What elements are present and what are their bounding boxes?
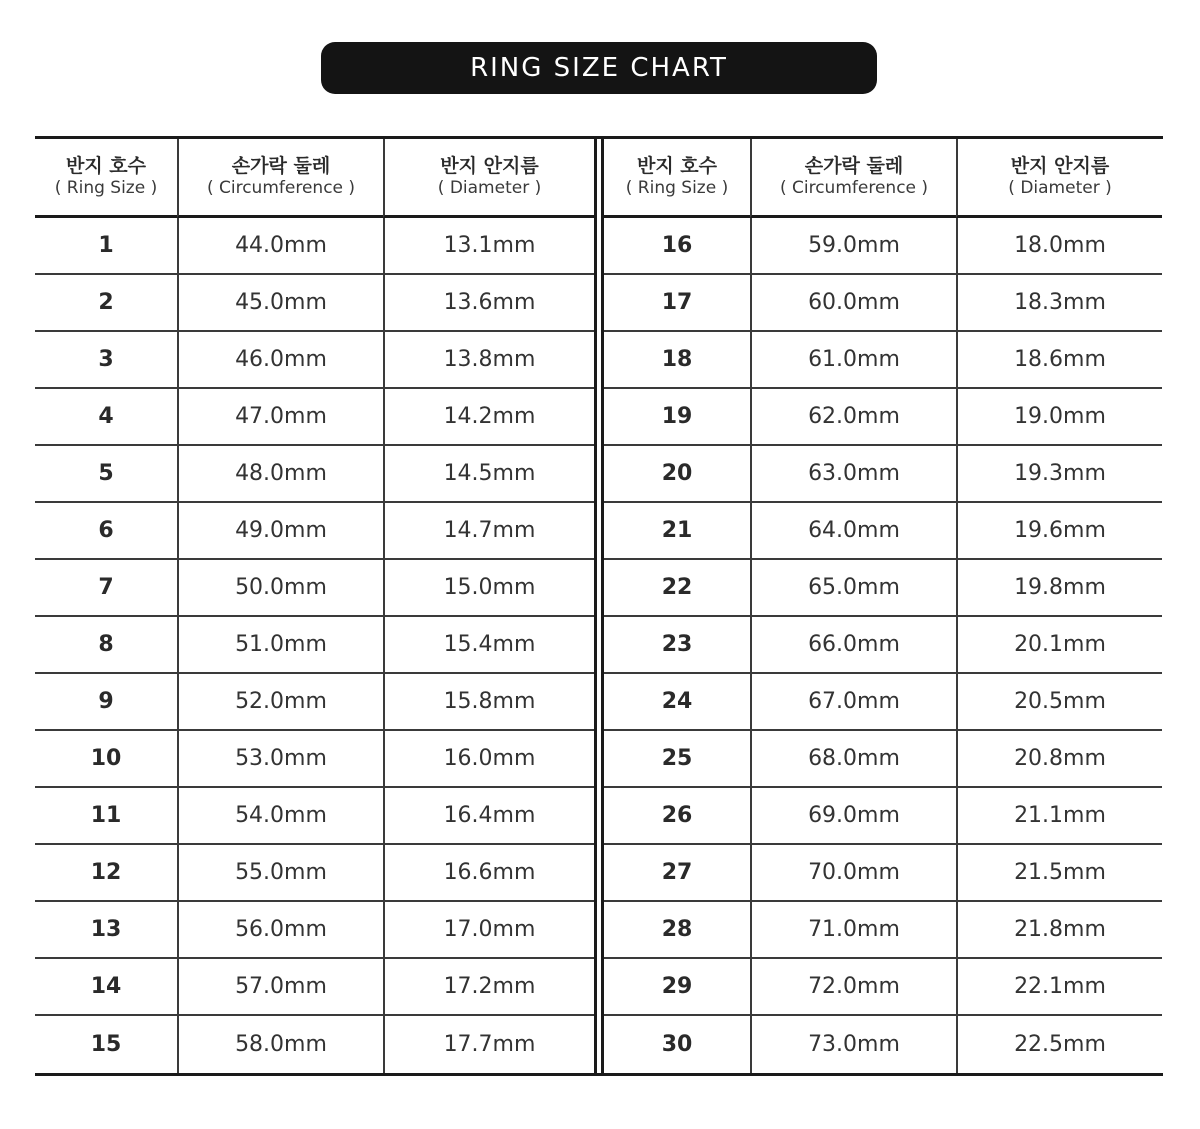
circumference-cell: 44.0mm (177, 218, 383, 275)
circumference-cell: 58.0mm (177, 1016, 383, 1073)
ring-size-cell: 11 (35, 788, 177, 845)
ring-size-cell: 29 (604, 959, 750, 1016)
ring-size-cell: 20 (604, 446, 750, 503)
header-circumference (177, 139, 383, 218)
circumference-cell: 52.0mm (177, 674, 383, 731)
ring-size-cell: 21 (604, 503, 750, 560)
header-circumference-english: ( Circumference ) (206, 178, 356, 199)
circumference-cell: 50.0mm (177, 560, 383, 617)
ring-size-cell: 18 (604, 332, 750, 389)
ring-size-cell: 15 (90, 1032, 122, 1057)
diameter-cell: 16.6mm (383, 845, 594, 902)
circumference-cell: 45.0mm (177, 275, 383, 332)
ring-size-table (35, 136, 1163, 1076)
diameter-cell: 17.0mm (383, 902, 594, 959)
circumference-cell: 56.0mm (177, 902, 383, 959)
circumference-cell: 66.0mm (750, 617, 956, 674)
chart-title: RING SIZE CHART (470, 53, 728, 83)
diameter-cell: 22.5mm (956, 1016, 1162, 1073)
diameter-cell: 21.1mm (956, 788, 1162, 845)
header-circumference (750, 139, 956, 218)
diameter-cell: 20.8mm (956, 731, 1162, 788)
circumference-cell: 46.0mm (177, 332, 383, 389)
ring-size-cell: 1 (35, 218, 177, 275)
table-double-divider (594, 139, 604, 1073)
diameter-cell: 13.1mm (383, 218, 594, 275)
ring-size-cell: 19 (604, 389, 750, 446)
circumference-cell: 69.0mm (750, 788, 956, 845)
table-right-half (604, 139, 1163, 1073)
ring-size-cell: 5 (35, 446, 177, 503)
ring-size-cell: 23 (604, 617, 750, 674)
diameter-cell: 18.0mm (956, 218, 1162, 275)
header-diameter-english: ( Diameter ) (1008, 178, 1112, 199)
ring-size-cell: 2 (35, 275, 177, 332)
ring-size-cell: 7 (35, 560, 177, 617)
chart-title-banner (321, 42, 877, 94)
ring-size-cell: 16 (604, 218, 750, 275)
diameter-cell: 19.3mm (956, 446, 1162, 503)
diameter-cell: 16.0mm (383, 731, 594, 788)
header-ring-size (604, 139, 750, 218)
diameter-cell: 18.6mm (956, 332, 1162, 389)
circumference-cell: 71.0mm (750, 902, 956, 959)
diameter-cell: 21.5mm (956, 845, 1162, 902)
circumference-cell: 62.0mm (750, 389, 956, 446)
diameter-cell: 14.7mm (383, 503, 594, 560)
header-diameter (956, 139, 1162, 218)
diameter-cell: 19.6mm (956, 503, 1162, 560)
circumference-cell: 60.0mm (750, 275, 956, 332)
header-circumference-korean: 손가락 둘레 (231, 155, 331, 178)
ring-size-cell: 30 (661, 1032, 693, 1057)
circumference-cell: 55.0mm (177, 845, 383, 902)
ring-size-cell: 13 (35, 902, 177, 959)
ring-size-cell: 24 (604, 674, 750, 731)
ring-size-cell: 22 (604, 560, 750, 617)
header-diameter-english: ( Diameter ) (437, 178, 542, 199)
header-diameter-korean: 반지 안지름 (440, 155, 539, 178)
ring-size-cell: 3 (35, 332, 177, 389)
ring-size-cell: 12 (35, 845, 177, 902)
circumference-cell: 64.0mm (750, 503, 956, 560)
ring-size-cell: 27 (604, 845, 750, 902)
header-circumference-korean: 손가락 둘레 (804, 155, 904, 178)
ring-size-cell: 14 (35, 959, 177, 1016)
diameter-cell: 14.5mm (383, 446, 594, 503)
ring-size-cell: 17 (604, 275, 750, 332)
diameter-cell: 20.1mm (956, 617, 1162, 674)
ring-size-cell: 26 (604, 788, 750, 845)
diameter-cell: 13.8mm (383, 332, 594, 389)
header-ring-size-english: ( Ring Size ) (625, 178, 729, 199)
ring-size-cell: 28 (604, 902, 750, 959)
circumference-cell: 65.0mm (750, 560, 956, 617)
ring-size-cell: 25 (604, 731, 750, 788)
header-circumference-english: ( Circumference ) (779, 178, 929, 199)
diameter-cell: 15.8mm (383, 674, 594, 731)
ring-size-cell: 4 (35, 389, 177, 446)
ring-size-cell: 10 (35, 731, 177, 788)
circumference-cell: 73.0mm (750, 1016, 956, 1073)
header-diameter (383, 139, 594, 218)
diameter-cell: 16.4mm (383, 788, 594, 845)
diameter-cell: 20.5mm (956, 674, 1162, 731)
diameter-cell: 15.4mm (383, 617, 594, 674)
header-ring-size (35, 139, 177, 218)
ring-size-cell: 9 (35, 674, 177, 731)
diameter-cell: 13.6mm (383, 275, 594, 332)
diameter-cell: 15.0mm (383, 560, 594, 617)
diameter-cell: 21.8mm (956, 902, 1162, 959)
circumference-cell: 63.0mm (750, 446, 956, 503)
diameter-cell: 17.7mm (383, 1016, 594, 1073)
ring-size-cell: 8 (35, 617, 177, 674)
circumference-cell: 72.0mm (750, 959, 956, 1016)
circumference-cell: 67.0mm (750, 674, 956, 731)
table-left-half (35, 139, 594, 1073)
circumference-cell: 59.0mm (750, 218, 956, 275)
ring-size-cell: 6 (35, 503, 177, 560)
circumference-cell: 68.0mm (750, 731, 956, 788)
circumference-cell: 49.0mm (177, 503, 383, 560)
circumference-cell: 70.0mm (750, 845, 956, 902)
circumference-cell: 48.0mm (177, 446, 383, 503)
header-ring-size-korean: 반지 호수 (65, 155, 147, 178)
diameter-cell: 19.0mm (956, 389, 1162, 446)
diameter-cell: 19.8mm (956, 560, 1162, 617)
circumference-cell: 54.0mm (177, 788, 383, 845)
header-ring-size-korean: 반지 호수 (636, 155, 718, 178)
circumference-cell: 61.0mm (750, 332, 956, 389)
diameter-cell: 22.1mm (956, 959, 1162, 1016)
circumference-cell: 57.0mm (177, 959, 383, 1016)
header-diameter-korean: 반지 안지름 (1010, 155, 1110, 178)
circumference-cell: 51.0mm (177, 617, 383, 674)
diameter-cell: 14.2mm (383, 389, 594, 446)
circumference-cell: 53.0mm (177, 731, 383, 788)
diameter-cell: 17.2mm (383, 959, 594, 1016)
circumference-cell: 47.0mm (177, 389, 383, 446)
diameter-cell: 18.3mm (956, 275, 1162, 332)
header-ring-size-english: ( Ring Size ) (54, 178, 158, 199)
